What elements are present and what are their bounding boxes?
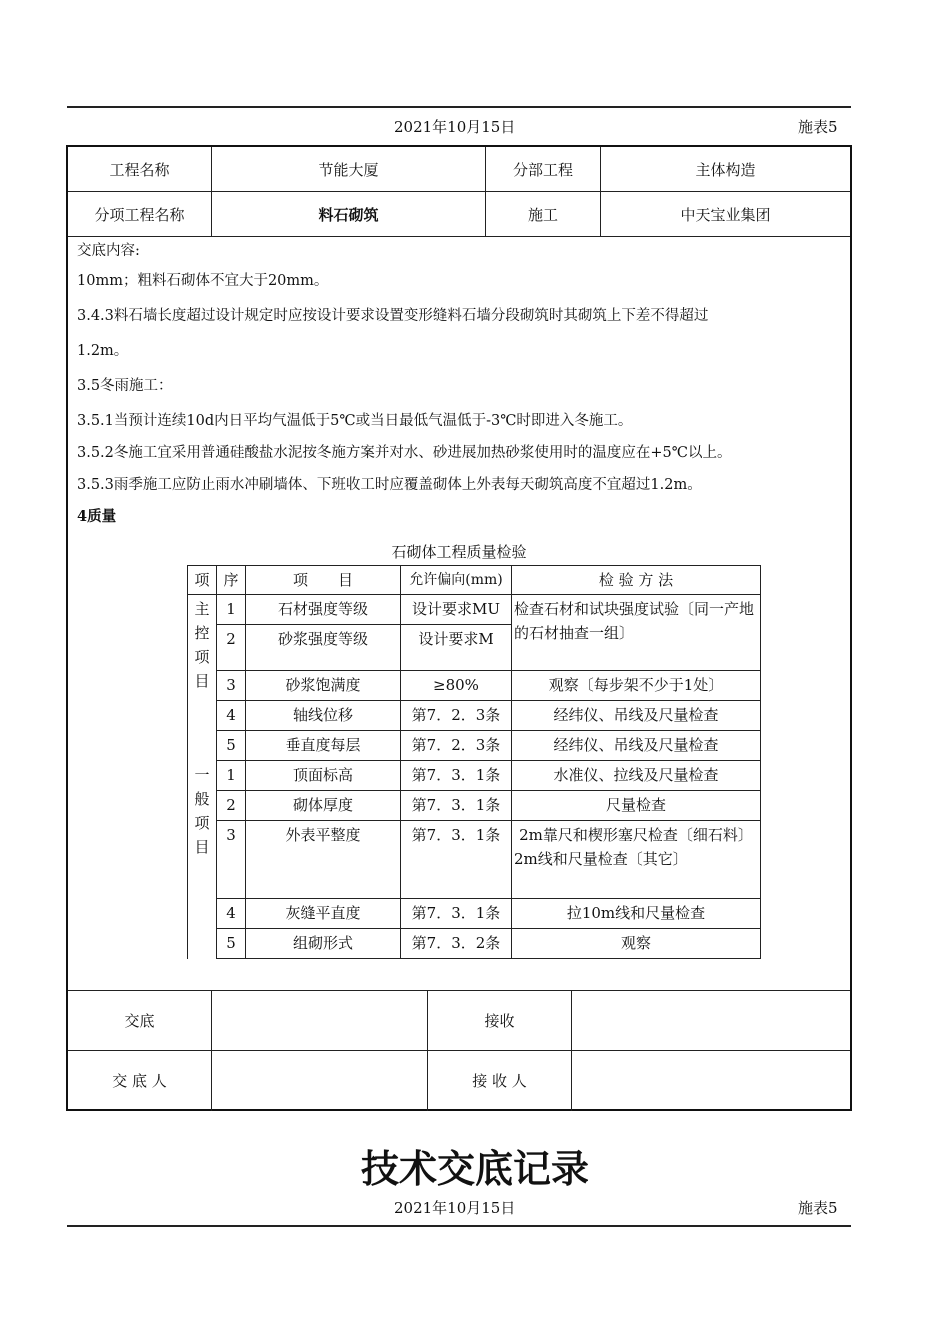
receive-person-label: 接 收 人 [428,1051,572,1111]
method-cell: 经纬仪、吊线及尺量检查 [512,701,761,731]
construction-label: 施工 [486,192,601,237]
record-form [66,145,852,1111]
method-cell: 观察 [512,929,761,959]
group-main: 主 控 项 目 [188,595,217,761]
subitem-label: 分项工程名称 [68,192,212,237]
seq-cell: 4 [217,701,246,731]
tolerance-cell: 第7．2．3条 [401,701,512,731]
tolerance-cell: 第7．3．1条 [401,899,512,929]
content-line: 3.5.1当预计连续10d内日平均气温低于5℃或当日最低气温低于-3℃时即进入冬施工。 [77,413,633,429]
quality-table [187,565,761,959]
handover-label: 交底 [68,991,212,1051]
item-cell: 砌体厚度 [246,791,401,821]
method-cell [512,821,761,899]
tolerance-cell: 第7．2．3条 [401,731,512,761]
document-title: 技术交底记录 [360,1147,589,1191]
header-cell: 允许偏向(mm) [401,566,512,595]
content-line: 3.5冬雨施工： [77,378,173,394]
seq-cell: 2 [217,625,246,671]
tolerance-cell: 设计要求MU [401,595,512,625]
section-heading: 4质量 [77,508,117,525]
method-cell: 拉10m线和尺量检查 [512,899,761,929]
method-line: 2m靠尺和楔形塞尺检查〔细石料〕 [519,826,753,844]
seq-cell: 3 [217,671,246,701]
header-cell: 项 目 [246,566,401,595]
division-label: 分部工程 [486,147,601,192]
form-number: 施表5 [798,118,838,136]
header-cell: 序 [217,566,246,595]
info-table [68,147,850,237]
date: 2021年10月15日 [394,1199,516,1217]
form-number: 施表5 [798,1199,838,1217]
receive-person-field[interactable] [572,1051,851,1111]
bottom-rule [67,1225,851,1227]
date: 2021年10月15日 [394,118,516,136]
item-cell: 砂浆强度等级 [246,625,401,671]
content-line: 3.4.3料石墙长度超过设计规定时应按设计要求设置变形缝料石墙分段砌筑时其砌筑上下差不得超过 [77,308,709,324]
header-cell: 检 验 方 法 [512,566,761,595]
method-cell: 经纬仪、吊线及尺量检查 [512,731,761,761]
seq-cell: 3 [217,821,246,899]
signoff-table [68,990,850,1111]
item-cell: 外表平整度 [246,821,401,899]
item-cell: 轴线位移 [246,701,401,731]
method-cell: 水准仪、拉线及尺量检查 [512,761,761,791]
tolerance-cell: 设计要求M [401,625,512,671]
group-general: 一 般 项 目 [188,761,217,959]
receive-label: 接收 [428,991,572,1051]
seq-cell: 5 [217,929,246,959]
division-value: 主体构造 [601,147,851,192]
seq-cell: 4 [217,899,246,929]
handover-person-label: 交 底 人 [68,1051,212,1111]
tolerance-cell: 第7．3．2条 [401,929,512,959]
method-cell: 观察〔每步架不少于1处〕 [512,671,761,701]
method-cell: 尺量检查 [512,791,761,821]
tolerance-cell: 第7．3．1条 [401,791,512,821]
tolerance-cell: 第7．3．1条 [401,761,512,791]
receive-field[interactable] [572,991,851,1051]
item-cell: 顶面标高 [246,761,401,791]
project-label: 工程名称 [68,147,212,192]
tolerance-cell: ≥80% [401,671,512,701]
content-line: 10mm；粗料石砌体不宜大于20mm。 [77,273,329,289]
handover-content [77,239,847,526]
item-cell: 组砌形式 [246,929,401,959]
header-cell: 项 [188,566,217,595]
construction-value: 中天宝业集团 [601,192,851,237]
top-rule [67,106,851,108]
item-cell: 垂直度每层 [246,731,401,761]
content-line: 3.5.3雨季施工应防止雨水冲刷墙体、下班收工时应覆盖砌体上外表每天砌筑高度不宜超过1.2m。 [77,477,702,493]
handover-field[interactable] [212,991,428,1051]
item-cell: 石材强度等级 [246,595,401,625]
content-line: 3.5.2冬施工宜采用普通硅酸盐水泥按冬施方案并对水、砂进展加热砂浆使用时的温度应在+5℃以上。 [77,445,732,461]
seq-cell: 5 [217,731,246,761]
tolerance-cell: 第7．3．1条 [401,821,512,899]
method-cell: 检查石材和试块强度试验〔同一产地的石材抽查一组〕 [512,595,761,671]
method-line: 2m线和尺量检查〔其它〕 [514,850,688,868]
seq-cell: 1 [217,595,246,625]
seq-cell: 1 [217,761,246,791]
item-cell: 灰缝平直度 [246,899,401,929]
seq-cell: 2 [217,791,246,821]
handover-person-field[interactable] [212,1051,428,1111]
content-line: 1.2m。 [77,343,129,359]
item-cell: 砂浆饱满度 [246,671,401,701]
table-caption: 石砌体工程质量检验 [391,543,527,561]
project-value: 节能大厦 [212,147,486,192]
subitem-value: 料石砌筑 [212,192,486,237]
content-intro: 交底内容: [77,243,140,259]
